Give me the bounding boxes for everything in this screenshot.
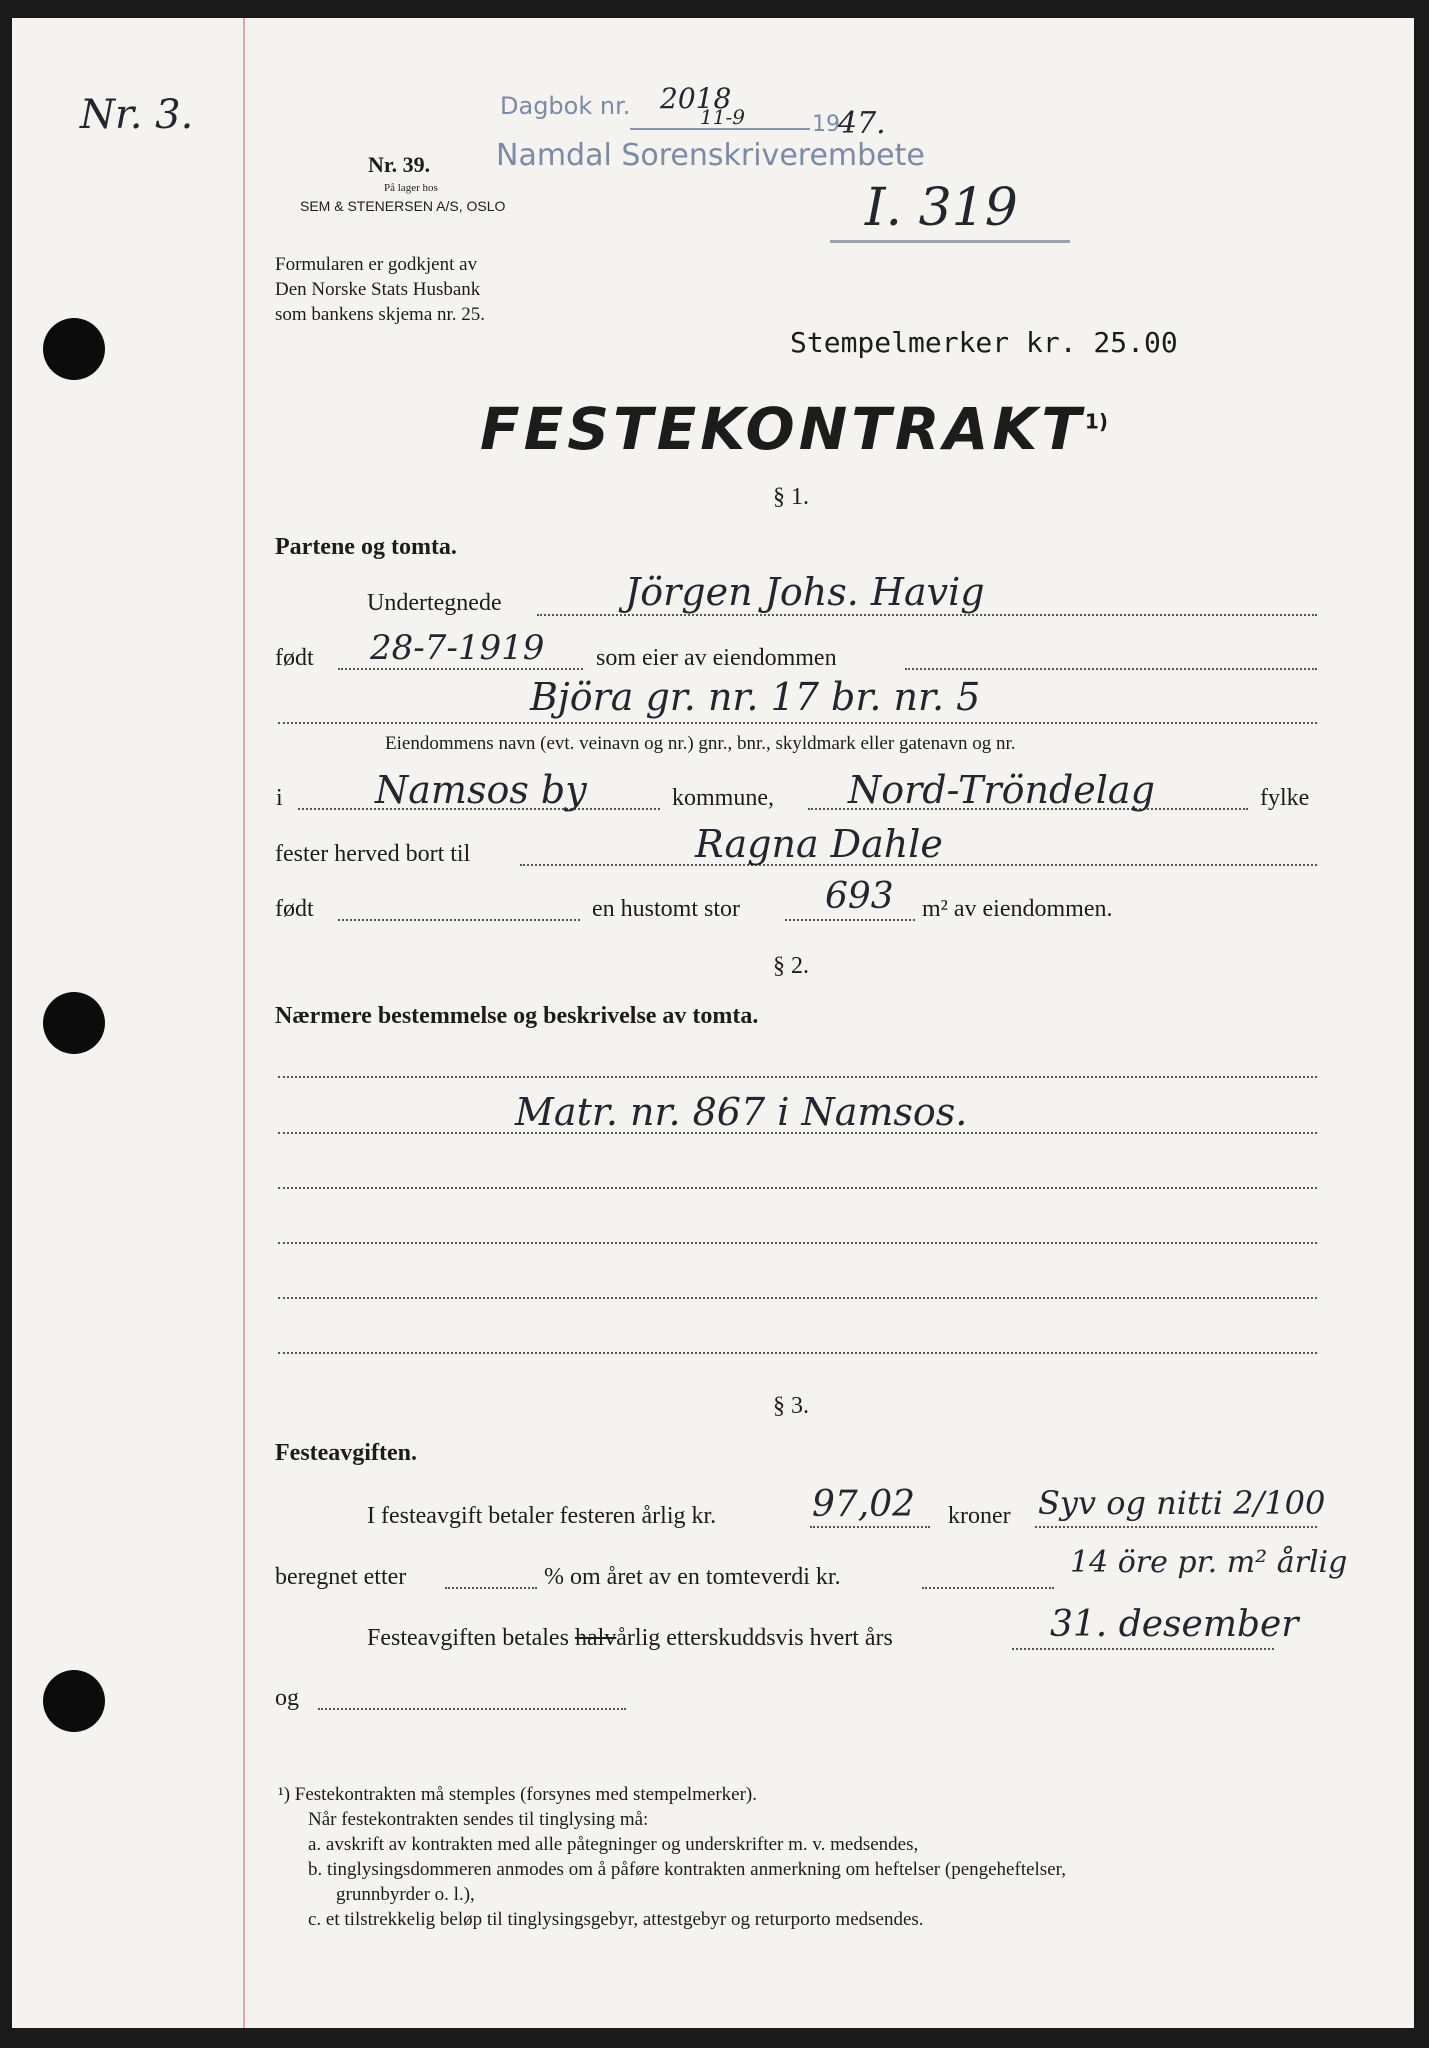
document-title bbox=[480, 395, 1108, 463]
form-seller: SEM & STENERSEN A/S, OSLO bbox=[300, 198, 506, 214]
stamp-year-prefix: 19 bbox=[812, 112, 840, 137]
fylke-label: fylke bbox=[1260, 785, 1310, 811]
betales-label bbox=[367, 1625, 893, 1652]
fester-label: fester herved bort til bbox=[275, 841, 471, 867]
punch-hole bbox=[43, 1670, 105, 1732]
approval-line: Den Norske Stats Husbank bbox=[275, 279, 481, 300]
eier-label: som eier av eiendommen bbox=[596, 645, 837, 671]
footnote-b1: b. tinglysingsdommeren anmodes om å påføre kontrakten anmerkning om heftelser (pengeheftelser, bbox=[308, 1859, 1066, 1880]
amount-value[interactable]: 97,02 bbox=[812, 1484, 916, 1525]
footnote-text1: Festekontrakten må stemples (forsynes med stempelmerker). bbox=[294, 1784, 757, 1805]
betales-value[interactable]: 31. desember bbox=[1050, 1604, 1299, 1645]
stamp-year: 47. bbox=[838, 106, 886, 141]
stamp-date: 11-9 bbox=[700, 105, 745, 129]
og-label: og bbox=[275, 1685, 299, 1711]
stempel-line: Stempelmerker kr. 25.00 bbox=[790, 326, 1178, 359]
stamp-dagbok-nr: 2018 bbox=[660, 82, 732, 115]
folio-number: I. 319 bbox=[865, 178, 1018, 238]
eiendom-line bbox=[278, 722, 1317, 724]
form-seller-small: På lager hos bbox=[384, 182, 438, 194]
fodt2-label: født bbox=[275, 896, 314, 922]
description-line bbox=[278, 1242, 1317, 1244]
punch-hole bbox=[43, 318, 105, 380]
section-3-subheading: Festeavgiften. bbox=[275, 1440, 417, 1466]
form-approval bbox=[275, 252, 485, 327]
fodt-line bbox=[338, 668, 583, 670]
undertegnede-line bbox=[537, 614, 1317, 616]
section-1-subheading: Partene og tomta. bbox=[275, 534, 457, 560]
hustomt-value[interactable]: 693 bbox=[825, 876, 894, 917]
description-line bbox=[278, 1187, 1317, 1189]
footnote-mark: ¹) bbox=[278, 1784, 291, 1805]
betales-label-b: årlig etterskuddsvis hvert års bbox=[616, 1625, 893, 1651]
m2-label: m² av eiendommen. bbox=[922, 896, 1113, 922]
amount-line bbox=[810, 1526, 930, 1528]
betales-strike: halv bbox=[574, 1625, 617, 1651]
og-line bbox=[318, 1708, 626, 1710]
fester-value[interactable]: Ragna Dahle bbox=[695, 822, 943, 866]
footnote bbox=[278, 1782, 1066, 1932]
description-value[interactable]: Matr. nr. 867 i Namsos. bbox=[515, 1090, 968, 1134]
percent-line bbox=[445, 1587, 537, 1589]
footnote-b2: grunnbyrder o. l.), bbox=[336, 1884, 475, 1905]
fodt-value[interactable]: 28-7-1919 bbox=[370, 628, 545, 668]
fodt-label: født bbox=[275, 645, 314, 671]
beregnet-label: beregnet etter bbox=[275, 1564, 407, 1590]
undertegnede-value[interactable]: Jörgen Johs. Havig bbox=[625, 570, 985, 614]
folio-underline bbox=[830, 240, 1070, 243]
footnote-c: c. et tilstrekkelig beløp til tinglysingsgebyr, attestgebyr og returporto medsendes. bbox=[308, 1909, 924, 1930]
tomteverdi-line bbox=[922, 1587, 1054, 1589]
stamp-office: Namdal Sorenskriverembete bbox=[496, 138, 925, 173]
hustomt-line bbox=[785, 919, 915, 921]
description-line bbox=[278, 1352, 1317, 1354]
eiendom-caption: Eiendommens navn (evt. veinavn og nr.) gnr., bnr., skyldmark eller gatenavn og nr. bbox=[385, 733, 1016, 754]
section-3-heading: § 3. bbox=[773, 1393, 809, 1419]
undertegnede-label: Undertegnede bbox=[367, 590, 502, 616]
hustomt-label: en hustomt stor bbox=[592, 896, 740, 922]
margin-note: Nr. 3. bbox=[80, 92, 194, 138]
kommune-label: kommune, bbox=[672, 785, 774, 811]
kroner-line bbox=[1035, 1526, 1317, 1528]
description-line bbox=[278, 1076, 1317, 1078]
punch-hole bbox=[43, 992, 105, 1054]
section-1-heading: § 1. bbox=[773, 484, 809, 510]
approval-line: Formularen er godkjent av bbox=[275, 254, 478, 275]
betales-line bbox=[1012, 1648, 1274, 1650]
eier-line bbox=[905, 668, 1317, 670]
margin-line bbox=[243, 18, 245, 2028]
footnote-line1 bbox=[278, 1782, 1066, 1807]
betales-label-a: Festeavgiften betales bbox=[367, 1625, 569, 1651]
stamp-line1 bbox=[500, 92, 630, 120]
title-text: FESTEKONTRAKT bbox=[480, 395, 1085, 463]
footnote-a: a. avskrift av kontrakten med alle påtegninger og underskrifter m. v. medsendes, bbox=[308, 1834, 919, 1855]
section-2-subheading: Nærmere bestemmelse og beskrivelse av tomta. bbox=[275, 1003, 759, 1029]
fodt2-line bbox=[338, 919, 580, 921]
eiendom-value[interactable]: Björa gr. nr. 17 br. nr. 5 bbox=[530, 675, 981, 719]
description-line bbox=[278, 1297, 1317, 1299]
i-label: i bbox=[276, 785, 283, 811]
form-number: Nr. 39. bbox=[368, 152, 431, 177]
title-footnote-mark: 1) bbox=[1084, 409, 1108, 434]
festeavgift-label: I festeavgift betaler festeren årlig kr. bbox=[367, 1503, 717, 1529]
kommune-value[interactable]: Namsos by bbox=[375, 768, 587, 812]
kroner-value[interactable]: Syv og nitti 2/100 bbox=[1038, 1484, 1326, 1522]
footnote-line2: Når festekontrakten sendes til tinglysing må: bbox=[308, 1809, 649, 1830]
fylke-value[interactable]: Nord-Tröndelag bbox=[848, 768, 1155, 812]
percent-label: % om året av en tomteverdi kr. bbox=[544, 1564, 841, 1590]
section-2-heading: § 2. bbox=[773, 953, 809, 979]
stamp-dagbok-label: Dagbok nr. bbox=[500, 92, 631, 120]
kroner-label: kroner bbox=[948, 1503, 1011, 1529]
tomteverdi-value[interactable]: 14 öre pr. m² årlig bbox=[1070, 1545, 1348, 1580]
approval-line: som bankens skjema nr. 25. bbox=[275, 304, 486, 325]
